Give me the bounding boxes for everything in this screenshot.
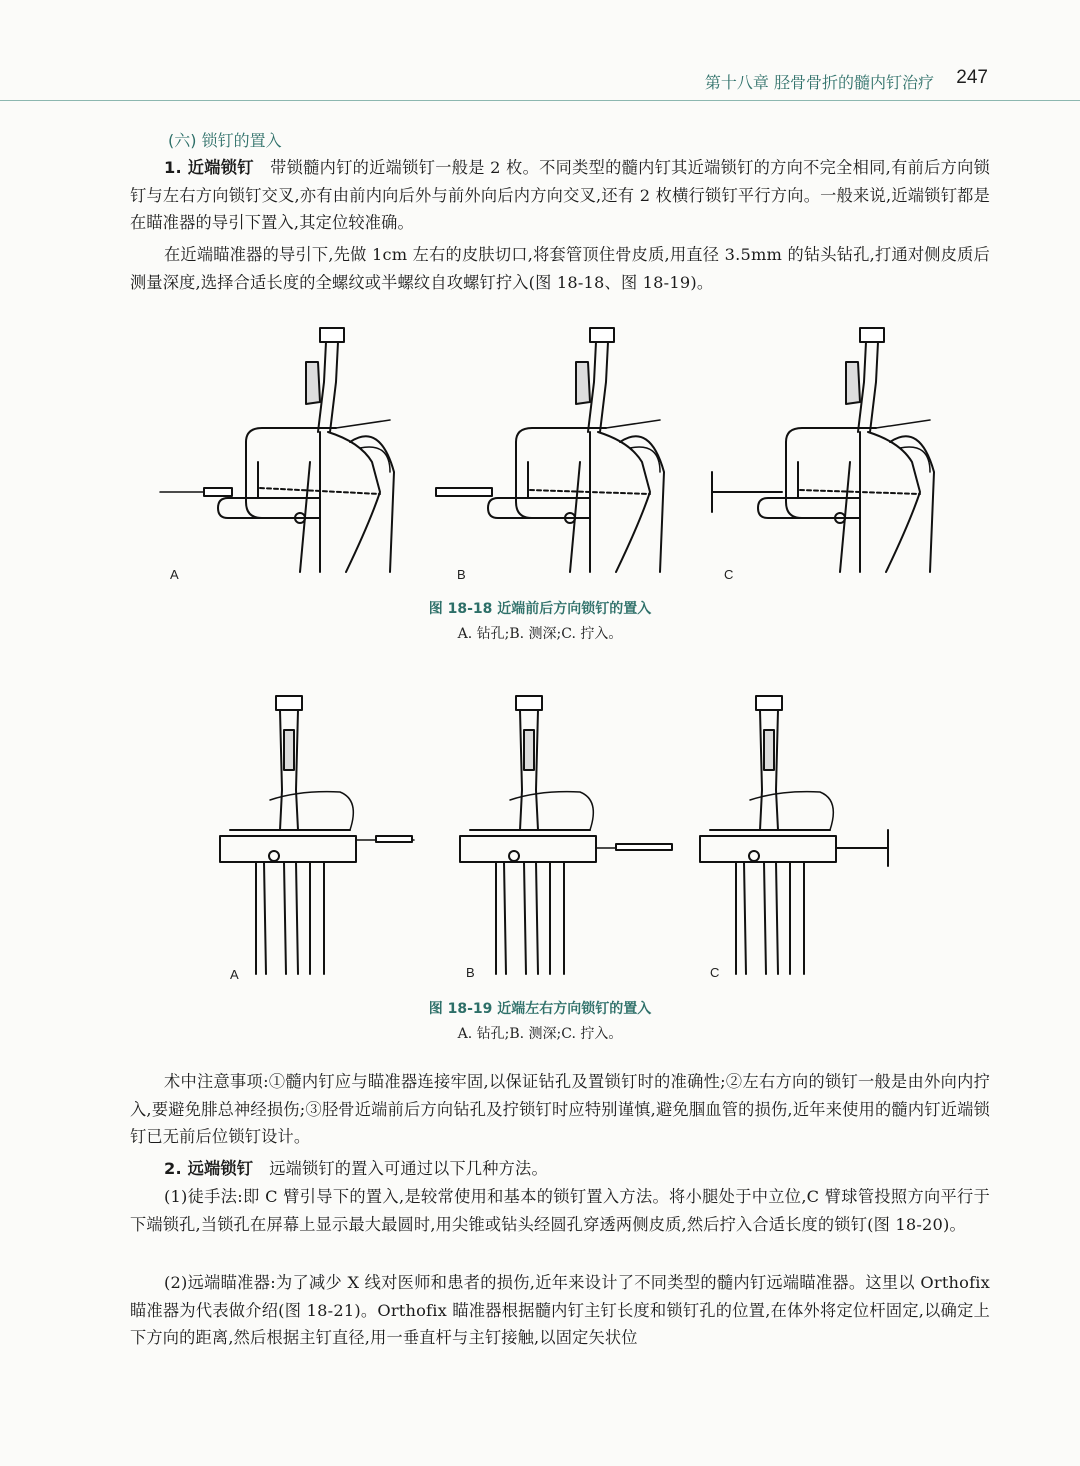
- figure-18-19-illustration: [200, 690, 920, 990]
- panel-c-drawing: [700, 696, 888, 974]
- chapter-title: 第十八章 胫骨骨折的髓内钉治疗: [704, 73, 934, 92]
- figure-18-19-subcaption: A. 钻孔;B. 测深;C. 拧入。: [457, 1026, 623, 1042]
- paragraph-distal-lock: [130, 1155, 990, 1183]
- paragraph-freehand-method: (1)徒手法:即 C 臂引导下的置入,是较常使用和基本的锁钉置入方法。将小腿处于中立位,C 臂球管投照方向平行于下端锁孔,当锁孔在屏幕上显示最大最圆时,用尖锥或钻头经圆孔穿透两侧皮质,然后拧入合适长度的锁钉(图 18-20)。: [130, 1187, 990, 1234]
- figure-18-18-subcaption: A. 钻孔;B. 测深;C. 拧入。: [457, 626, 623, 642]
- paragraph-precautions: 术中注意事项:①髓内钉应与瞄准器连接牢固,以保证钻孔及置锁钉时的准确性;②左右方向的锁钉一般是由外向内拧入,要避免腓总神经损伤;③胫骨近端前后方向钻孔及拧锁钉时应特别谨慎,避免腘血管的损伤,近年来使用的髓内钉近端锁钉已无前后位锁钉设计。: [130, 1072, 990, 1146]
- paragraph-distal-aimer: (2)远端瞄准器:为了减少 X 线对医师和患者的损伤,近年来设计了不同类型的髓内钉远端瞄准器。这里以 Orthofix 瞄准器为代表做介绍(图 18-21)。Orthofix 瞄准器根据髓内钉主钉长度和锁钉孔的位置,在体外将定位杆固定,以确定上下方向的距离,然后根据主钉直径,用一垂直杆与主钉接触,以固定矢状位: [130, 1273, 990, 1347]
- section-heading: (六) 锁钉的置入: [168, 131, 282, 150]
- paragraph-procedure: 在近端瞄准器的导引下,先做 1cm 左右的皮肤切口,将套管顶住骨皮质,用直径 3.5mm 的钻头钻孔,打通对侧皮质后测量深度,选择合适长度的全螺纹或半螺纹自攻螺钉拧入(图 18-18、图 18-19)。: [130, 245, 990, 292]
- paragraph-proximal-lock: [130, 154, 990, 237]
- panel-b-drawing: [436, 328, 664, 572]
- panel-a-drawing: [160, 328, 394, 572]
- panel-c-drawing: [712, 328, 934, 572]
- figure-18-18-illustration: [150, 322, 950, 590]
- figure-18-18-label-c: C: [724, 567, 734, 582]
- paragraph-lead: 2. 远端锁钉: [164, 1159, 254, 1178]
- figure-18-19-label-a: A: [230, 967, 239, 982]
- figure-18-18-label-a: A: [170, 567, 179, 582]
- figure-18-19-label-b: B: [466, 965, 475, 980]
- panel-a-drawing: [220, 696, 414, 974]
- figure-18-19-label-c: C: [710, 965, 720, 980]
- figure-18-18-caption: 图 18-18 近端前后方向锁钉的置入: [428, 601, 652, 617]
- figure-18-18-label-b: B: [457, 567, 466, 582]
- paragraph-text: 远端锁钉的置入可通过以下几种方法。: [269, 1159, 548, 1178]
- panel-b-drawing: [460, 696, 672, 974]
- page-number: 247: [956, 67, 988, 88]
- running-header: [0, 64, 1080, 101]
- figure-18-19-caption: 图 18-19 近端左右方向锁钉的置入: [428, 1001, 652, 1017]
- paragraph-text: 带锁髓内钉的近端锁钉一般是 2 枚。不同类型的髓内钉其近端锁钉的方向不完全相同,有前后方向锁钉与左右方向锁钉交叉,亦有由前内向后外与前外向后内方向交叉,还有 2 枚横行锁钉平行方向。一般来说,近端锁钉都是在瞄准器的导引下置入,其定位较准确。: [130, 158, 991, 232]
- paragraph-lead: 1. 近端锁钉: [164, 158, 254, 177]
